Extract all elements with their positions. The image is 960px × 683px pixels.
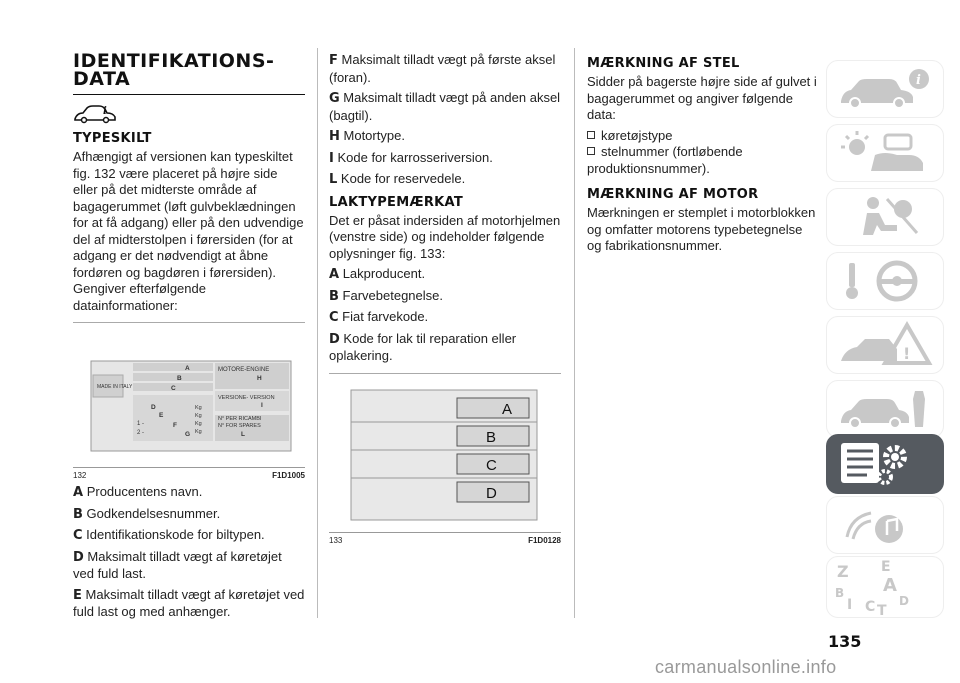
index-letters-icon	[827, 557, 943, 617]
tab-multimedia[interactable]	[826, 496, 944, 554]
lak-item: A Lakproducent.	[329, 266, 426, 282]
tab-car-info[interactable]	[826, 60, 944, 118]
legend-list	[73, 484, 305, 621]
figure-132	[73, 322, 305, 480]
tab-airbag-seat[interactable]	[826, 188, 944, 246]
tab-warning[interactable]	[826, 316, 944, 374]
svg-text:Z: Z	[837, 562, 849, 581]
svg-text:i: i	[103, 106, 107, 117]
svg-text:A: A	[883, 575, 897, 596]
legend-item: L Kode for reservedele.	[329, 171, 466, 187]
type-plate-image	[73, 323, 305, 461]
column-divider	[317, 48, 318, 618]
svg-text:I: I	[847, 597, 853, 613]
page-title: IDENTIFIKATIONS- DATA	[73, 50, 275, 90]
multimedia-icon	[827, 497, 943, 553]
paragraph-motor: Mærkningen er stemplet i motorblokken og omfatter motorens typebetegnelse og fabrikationsnummer.	[587, 205, 816, 253]
legend-item: D Maksimalt tilladt vægt af køretøjet ved fuld last.	[73, 548, 282, 581]
tab-dashboard-lights[interactable]	[826, 124, 944, 182]
tab-car-service[interactable]	[826, 380, 944, 438]
lak-item: D Kode for lak til reparation eller oplakering.	[329, 330, 517, 363]
plate-row-2: 2 -	[137, 430, 145, 436]
paint-label-a: A	[502, 400, 513, 418]
column-divider	[574, 48, 575, 618]
svg-text:D: D	[899, 594, 909, 608]
tab-index[interactable]	[826, 556, 944, 618]
data-gear-icon	[827, 435, 943, 493]
svg-text:!: !	[903, 344, 911, 363]
paragraph-lak: Det er påsat indersiden af motorhjelmen (venstre side) og indeholder følgende oplysninger fig. 133:	[329, 212, 561, 261]
page-number: 135	[828, 632, 862, 651]
car-info-icon	[827, 61, 943, 117]
svg-text:i: i	[916, 73, 921, 88]
plate-versione: VERSIONE- VERSION	[218, 395, 275, 401]
svg-text:C: C	[865, 599, 876, 615]
plate-letter-d: D	[151, 404, 156, 411]
lak-item: C Fiat farvekode.	[329, 309, 429, 325]
bullet-item: stelnummer (fortløbende produktionsnummer).	[587, 144, 743, 176]
legend-item: A Producentens navn.	[73, 484, 203, 500]
figure-code: F1D0128	[528, 535, 561, 545]
legend-item: H Motortype.	[329, 128, 405, 144]
plate-letter-i: I	[261, 402, 263, 409]
bullet-square-icon	[587, 147, 595, 155]
paint-label-b: B	[486, 428, 497, 446]
plate-row-1: 1 -	[137, 421, 145, 427]
tab-key-steering[interactable]	[826, 252, 944, 310]
watermark: carmanualsonline.info	[655, 657, 837, 677]
warning-triangle-icon	[827, 317, 943, 373]
svg-text:T: T	[877, 603, 887, 617]
key-steering-icon	[827, 253, 943, 309]
plate-motore: MOTORE-ENGINE	[218, 367, 270, 373]
figure-number: 133	[329, 535, 343, 545]
paint-label-c: C	[486, 456, 497, 474]
plate-letter-b: B	[177, 375, 182, 382]
legend-item: F Maksimalt tilladt vægt på første aksel (foran).	[329, 52, 556, 85]
plate-letter-a: A	[185, 365, 190, 372]
bullet-item: køretøjstype	[587, 128, 819, 145]
plate-kg-4: Kg	[195, 429, 202, 435]
section-heading-lak: LAKTYPEMÆRKAT	[329, 194, 464, 210]
plate-letter-f: F	[173, 422, 177, 429]
tab-data-gear[interactable]	[826, 434, 944, 494]
plate-letter-h: H	[257, 375, 262, 382]
plate-letter-e: E	[159, 412, 164, 419]
svg-text:E: E	[881, 559, 891, 575]
plate-letter-g: G	[185, 431, 191, 438]
car-service-icon	[827, 381, 943, 437]
column-3	[587, 56, 819, 259]
plate-spares: N° FOR SPARES	[218, 423, 261, 429]
section-heading-stel: MÆRKNING AF STEL	[587, 56, 740, 71]
legend-item: C Identifikationskode for biltypen.	[73, 527, 265, 543]
bullet-square-icon	[587, 131, 595, 139]
figure-code: F1D1005	[272, 471, 305, 480]
figure-caption-132	[73, 467, 305, 480]
airbag-seat-icon	[827, 189, 943, 245]
column-2	[329, 52, 561, 553]
section-heading-motor: MÆRKNING AF MOTOR	[587, 187, 759, 202]
car-info-small-icon	[73, 101, 117, 125]
section-icon	[73, 101, 305, 127]
legend-item: E Maksimalt tilladt vægt af køretøjet ved fuld last og med anhænger.	[73, 586, 305, 619]
section-heading-typeskilt: TYPESKILT	[73, 131, 152, 146]
paint-label-image	[329, 388, 561, 528]
title-rule	[73, 94, 305, 95]
paragraph-typeskilt: Afhængigt af versionen kan typeskiltet fig. 132 være placeret på højre side eller på det midterste område af bagagerummet (løft gulvbeklædningen for at få adgang) eller på den udvendige del af midterstolpen i førersiden (for at adgang er det nødvendigt at åbne fordøren og bagdøren i førersiden). Gengiver efterfølgende datainformationer:	[73, 149, 304, 313]
plate-kg-1: Kg	[195, 405, 202, 411]
plate-kg-3: Kg	[195, 421, 202, 427]
paint-label-d: D	[486, 484, 497, 502]
legend-item: B Godkendelsesnummer.	[73, 505, 221, 522]
dashboard-lights-icon	[827, 125, 943, 181]
paragraph-stel: Sidder på bagerste højre side af gulvet i bagagerummet og angiver følgende data:	[587, 74, 817, 122]
plate-made-in: MADE IN ITALY	[97, 384, 133, 390]
plate-ricambi: N° PER RICAMBI	[218, 416, 262, 422]
plate-letter-l: L	[241, 431, 245, 438]
legend-item: G Maksimalt tilladt vægt på anden aksel (bagtil).	[329, 90, 561, 123]
column-1	[73, 52, 305, 625]
plate-kg-2: Kg	[195, 413, 202, 419]
figure-133	[329, 373, 561, 545]
lak-item: B Farvebetegnelse.	[329, 287, 443, 304]
legend-item: I Kode for karrosseriversion.	[329, 149, 493, 166]
figure-number: 132	[73, 471, 87, 480]
svg-text:B: B	[835, 586, 845, 600]
figure-caption-133	[329, 532, 561, 545]
plate-letter-c: C	[171, 385, 176, 392]
